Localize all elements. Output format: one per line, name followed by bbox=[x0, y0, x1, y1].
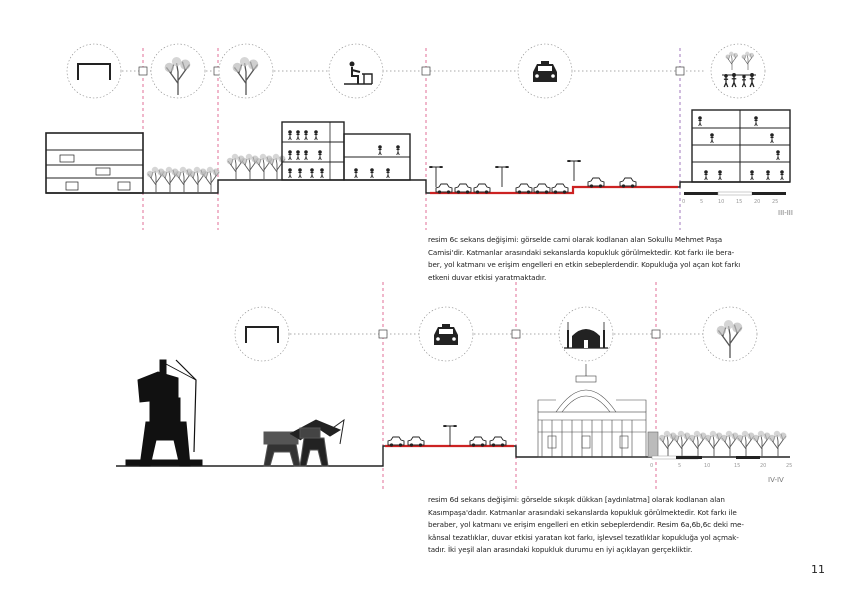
scale-tick: 20 bbox=[760, 463, 767, 469]
scale-tick: 0 bbox=[650, 463, 654, 469]
harbor-crane-small bbox=[264, 420, 344, 466]
scale-tick: 10 bbox=[704, 463, 711, 469]
scale-tick: 5 bbox=[700, 199, 704, 205]
scale-tick: 25 bbox=[786, 463, 793, 469]
trees-row-right bbox=[659, 431, 787, 457]
ground-profile bbox=[46, 180, 790, 193]
car-front-icon bbox=[419, 307, 473, 361]
section-bottom bbox=[116, 282, 792, 492]
school-building bbox=[282, 122, 410, 180]
wall-frame-icon bbox=[235, 307, 289, 361]
street-elements-top bbox=[429, 160, 636, 194]
person-at-desk-icon bbox=[329, 44, 383, 98]
section-top bbox=[46, 44, 793, 230]
tree-icon bbox=[703, 307, 757, 361]
tree-icon bbox=[219, 44, 273, 98]
left-building bbox=[46, 133, 143, 193]
wall-frame-icon bbox=[67, 44, 121, 98]
scale-tick: 15 bbox=[734, 463, 741, 469]
caption-figure-6c: resim 6c sekans değişimi: görselde cami olarak kodlanan alan Sokullu Mehmet Paşa Camisi'dir. Katmanlar arasındaki sekanslarda kopukluk görülmektedir. Kot farkı ile bera- ber, yol katmanı ve erişim engelleri en etkin sebeplerdendir. Kopukluğa yol açan kot farkı etkeni duvar etkisi yaratmaktadır. bbox=[428, 235, 741, 282]
trees-row-left bbox=[147, 154, 286, 193]
mosque-section bbox=[538, 364, 658, 457]
right-building bbox=[692, 110, 790, 182]
sequence-markers bbox=[383, 282, 656, 492]
car-front-icon bbox=[518, 44, 572, 98]
street-elements-bottom bbox=[388, 425, 506, 447]
scale-tick: 25 bbox=[772, 199, 779, 205]
scale-tick: 20 bbox=[754, 199, 761, 205]
page-number: 11 bbox=[811, 563, 825, 576]
crowd-pictogram-icon bbox=[711, 44, 765, 98]
section-label: III-III bbox=[778, 209, 793, 217]
scale-tick: 0 bbox=[682, 199, 686, 205]
scale-bar-bottom bbox=[650, 456, 792, 469]
caption-figure-6d: resim 6d sekans değişimi: görselde sıkışık dükkan [aydınlatma] olarak kodlanan alan Kasımpaşa'dadır. Katmanlar arasındaki sekanslarda kopukluk görülmektedir. Kot farkı ile beraber, yol katmanı ve erişim engelleri en etkin sebeplerdendir. Resim 6a,6b,6c deki me- kânsal tezatlıklar, duvar etkisi yaratan kot farkı, işlevsel tezatlıklar kopukluğa yol açmak- tadır. İki yeşil alan arasındaki kopukluk durumu en iyi açıklayan gerçekliktir. bbox=[428, 495, 744, 554]
harbor-crane-large bbox=[126, 360, 202, 466]
section-label: IV-IV bbox=[768, 476, 784, 484]
scale-tick: 15 bbox=[736, 199, 743, 205]
scale-bar-top bbox=[682, 192, 786, 205]
mosque-icon bbox=[559, 307, 613, 361]
scale-tick: 5 bbox=[678, 463, 682, 469]
scale-tick: 10 bbox=[718, 199, 725, 205]
tree-icon bbox=[151, 44, 205, 98]
